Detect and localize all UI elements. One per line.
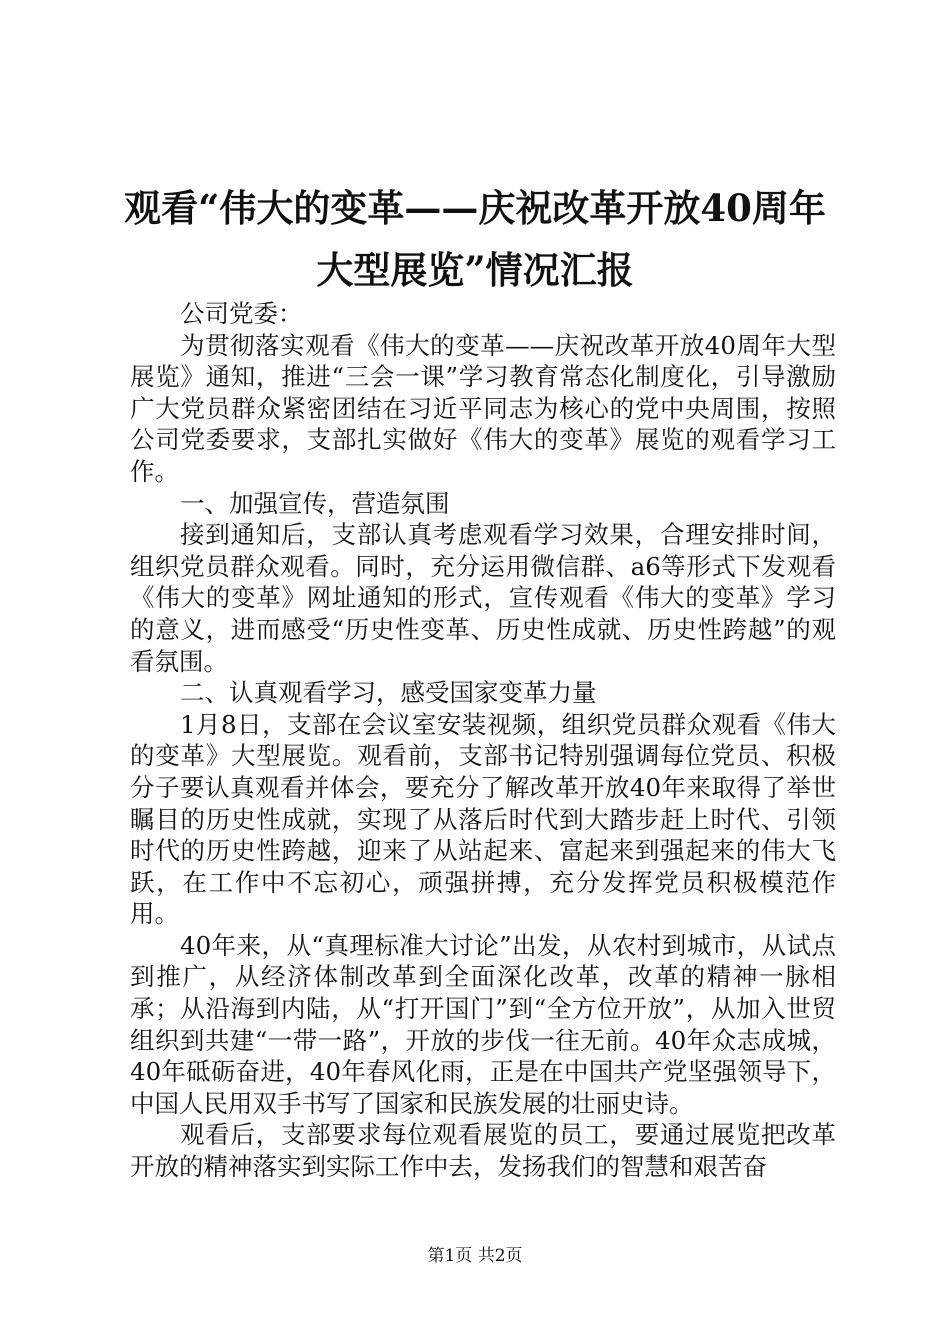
section-heading-2: 二、认真观看学习，感受国家变革力量	[180, 678, 597, 708]
page-footer	[0, 1246, 950, 1266]
paragraph-intro: 为贯彻落实观看《伟大的变革——庆祝改革开放40周年大型展览》通知，推进“三会一课”学习教育常态化制度化，引导激励广大党员群众紧密团结在习近平同志为核心的党中央周围，按照公司党委要求，支部扎实做好《伟大的变革》展览的观看学习工作。	[130, 330, 836, 486]
salutation: 公司党委：	[180, 299, 303, 328]
document-title-line-2: 大型展览”情况汇报	[316, 248, 634, 292]
paragraph: 1月8日，支部在会议室安装视频，组织党员群众观看《伟大的变革》大型展览。观看前，支部书记特别强调每位党员、积极分子要认真观看并体会，要充分了解改革开放40年来取得了举世瞩目的历史性成就，实现了从落后时代到大踏步赶上时代、引领时代的历史性跨越，迎来了从站起来、富起来到强起来的伟大飞跃，在工作中不忘初心，顽强拼搏，充分发挥党员积极模范作用。	[130, 709, 836, 929]
paragraph: 接到通知后，支部认真考虑观看学习效果，合理安排时间，组织党员群众观看。同时，充分运用微信群、a6等形式下发观看《伟大的变革》网址通知的形式，宣传观看《伟大的变革》学习的意义，进而感受“历史性变革、历史性成就、历史性跨越”的观看氛围。	[130, 520, 836, 676]
paragraph: 40年来，从“真理标准大讨论”出发，从农村到城市，从试点到推广，从经济体制改革到全面深化改革，改革的精神一脉相承；从沿海到内陆，从“打开国门”到“全方位开放”，从加入世贸组织到共建“一带一路”，开放的步伐一往无前。40年众志成城，40年砥砺奋进，40年春风化雨，正是在中国共产党坚强领导下，中国人民用双手书写了国家和民族发展的壮丽史诗。	[130, 930, 836, 1118]
section-heading-1: 一、加强宣传，营造氛围	[180, 488, 450, 518]
page-number-label: 第1页 共2页	[427, 1246, 523, 1266]
paragraph: 观看后，支部要求每位观看展览的员工，要通过展览把改革开放的精神落实到实际工作中去，发扬我们的智慧和艰苦奋	[130, 1120, 836, 1182]
document-title-line-1: 观看“伟大的变革——庆祝改革开放40周年	[124, 186, 826, 230]
document-body	[130, 298, 836, 1183]
